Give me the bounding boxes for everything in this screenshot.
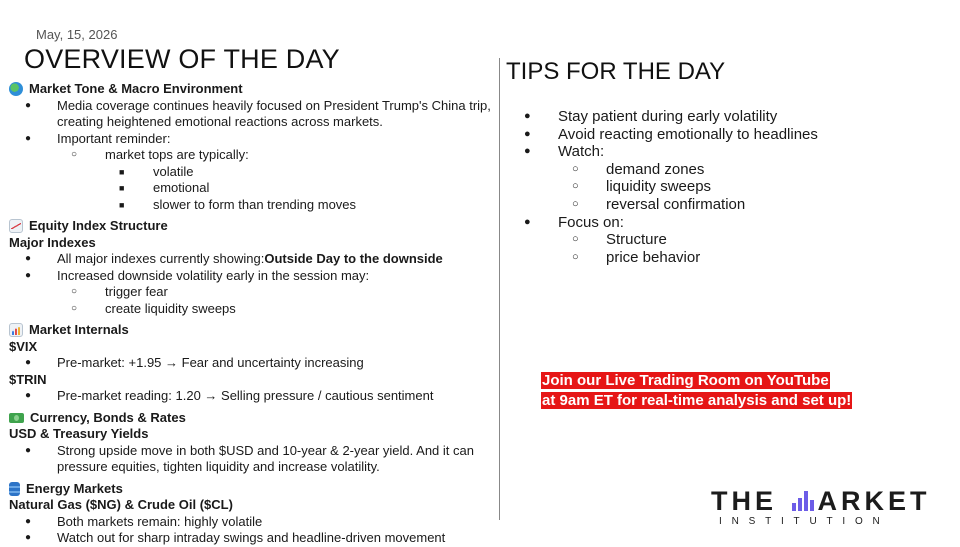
bullet-icon: ● [25,132,32,144]
bullet-icon: ● [25,357,32,368]
square-bullet-icon: ■ [119,199,125,210]
list-item: ● Both markets remain: highly volatile [25,513,263,529]
market-institution-logo: THE ARKET INSTITUTION [711,488,933,527]
bullet-icon: ● [524,110,531,122]
bullet-icon: ● [25,99,32,111]
live-room-promo [541,371,852,411]
subheading-usd-yields: USD & Treasury Yields [9,426,149,441]
logo-tagline: INSTITUTION [719,516,890,527]
circle-bullet-icon: ○ [71,286,78,297]
globe-icon [9,82,23,96]
circle-bullet-icon: ○ [572,180,579,193]
circle-bullet-icon: ○ [572,233,579,246]
list-item: ● Pre-market: +1.95 → Fear and uncertainty increasing [25,355,364,370]
oil-drum-icon [9,482,20,496]
bullet-icon: ● [25,269,32,281]
column-divider [499,58,500,520]
list-item: ● Important reminder: [25,130,171,146]
circle-bullet-icon: ○ [572,250,579,263]
subheading-trin: $TRIN [9,371,47,387]
subheading-energy: Natural Gas ($NG) & Crude Oil ($CL) [9,497,233,512]
circle-bullet-icon: ○ [71,302,78,314]
tips-content [524,108,924,266]
list-item: ■ emotional [119,180,210,195]
list-item: ● Increased downside volatility early in the session may: [25,267,370,283]
list-item: ● Avoid reacting emotionally to headlines [524,125,818,143]
date-label: May, 15, 2026 [36,27,118,42]
subheading-vix: $VIX [9,338,38,354]
list-item: ○ market tops are typically: [71,147,249,162]
list-item: ● Watch: [524,143,605,161]
square-bullet-icon: ■ [119,166,125,177]
list-item: ● Stay patient during early volatility [524,108,778,125]
bullet-icon: ● [25,253,32,264]
promo-line-2: at 9am ET for real-time analysis and set up! [542,392,852,409]
list-item: ■ volatile [119,163,194,179]
bullet-icon: ● [25,390,32,401]
list-item: ● Focus on: [524,213,624,231]
overview-content [9,81,494,547]
section-heading-macro: Market Tone & Macro Environment [9,81,494,98]
bullet-icon: ● [25,515,32,527]
section-heading-energy: Energy Markets [9,481,494,498]
list-item: ■ slower to form than trending moves [119,196,357,212]
promo-line-1: Join our Live Trading Room on YouTube [542,372,829,389]
list-item: ● Strong upside move in both $USD and 10-year & 2-year yield. And it can pressure equities, tighten liquidity and increase volatility. [25,442,474,474]
circle-bullet-icon: ○ [572,197,579,210]
bullet-icon: ● [25,532,32,543]
section-heading-internals: Market Internals [9,322,494,339]
subheading-major-indexes: Major Indexes [9,234,96,250]
bar-chart-icon [9,323,23,337]
tips-title: TIPS FOR THE DAY [506,58,726,85]
money-icon [9,413,24,423]
list-item: ● All major indexes currently showing:Outside Day to the downside [25,251,443,266]
list-item: ○ demand zones [572,160,705,178]
circle-bullet-icon: ○ [572,162,579,175]
bullet-icon: ● [524,145,531,158]
list-item: ○ price behavior [572,248,701,266]
circle-bullet-icon: ○ [71,149,78,160]
bullet-icon: ● [25,444,32,456]
list-item: ● Pre-market reading: 1.20 → Selling pressure / cautious sentiment [25,388,434,403]
list-item: ○ trigger fear [71,284,168,299]
list-item: ○ reversal confirmation [572,195,746,213]
list-item: ○ create liquidity sweeps [71,300,236,316]
square-bullet-icon: ■ [119,183,125,193]
list-item: ● Media coverage continues heavily focused on President Trump's China trip, creating heightened emotional reactions across markets. [25,97,491,129]
bars-logo-icon [792,491,816,511]
bullet-icon: ● [524,127,531,140]
section-heading-currency: Currency, Bonds & Rates [9,410,494,427]
list-item: ○ liquidity sweeps [572,178,712,196]
bullet-icon: ● [524,215,531,228]
list-item: ○ Structure [572,231,667,249]
overview-title: OVERVIEW OF THE DAY [24,44,340,74]
list-item: ● Watch out for sharp intraday swings and headline-driven movement [25,530,446,545]
section-heading-equity: Equity Index Structure [9,218,494,235]
chart-increasing-icon [9,219,23,233]
